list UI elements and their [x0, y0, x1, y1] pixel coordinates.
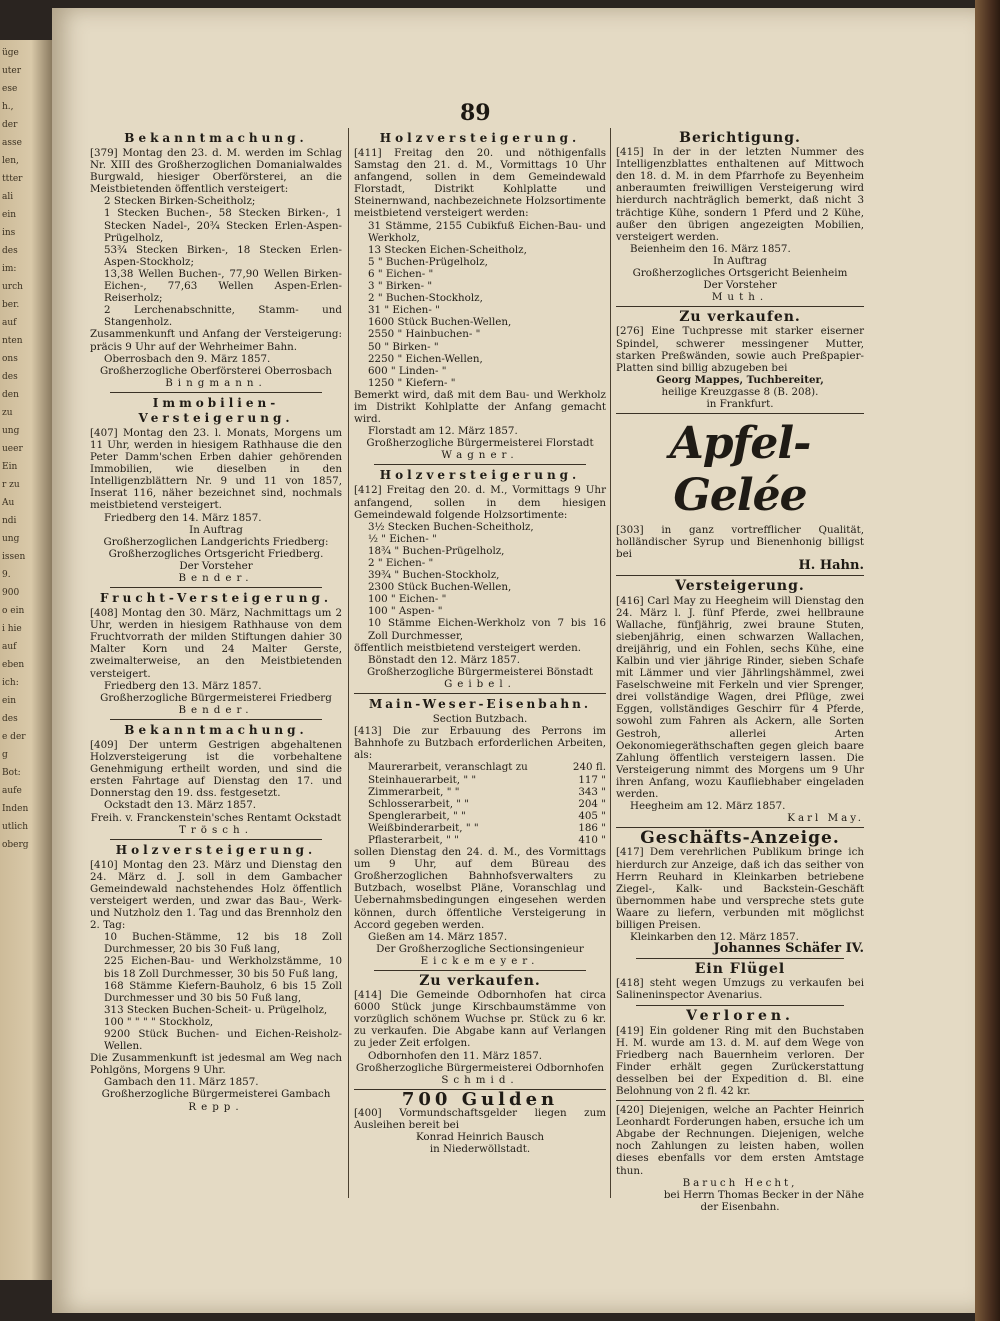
margin-fragment: o ein [2, 606, 25, 616]
margin-fragment: ung [2, 426, 20, 436]
list-item: 100 " Aspen- " [368, 605, 443, 618]
row-value: 204 " [578, 797, 606, 810]
item-list [354, 521, 606, 642]
notice-signature: Konrad Heinrich Bausch [415, 1131, 545, 1144]
notice-signature: Geibel. [444, 677, 516, 690]
divider [636, 1005, 844, 1006]
row-value: 240 fl. [572, 761, 606, 774]
list-item: 53¾ Stecken Birken-, 18 Stecken Erlen-Aspen-Stockholz; [104, 243, 342, 268]
margin-fragment: utlich [2, 822, 29, 832]
notice-text: Die Zusammenkunft ist jedesmal am Weg nach Pohlgöns, Morgens 9 Uhr. [90, 1052, 342, 1077]
notice-date: Odbornhofen den 11. März 1857. [368, 1049, 543, 1062]
notice-title: Versteigerung. [675, 578, 805, 595]
notice-body: [379] Montag den 23. d. M. werden im Schlag Nr. XIII des Großherzoglichen Domanialwaldes Burgwald, hiesiger Oberförsterei, an die Meistbietenden öffentlich versteigert: [90, 147, 342, 196]
notice-title: Zu verkaufen. [679, 309, 801, 326]
list-item: 50 " Birken- " [368, 340, 439, 353]
notice-text: In Auftrag [713, 254, 767, 267]
margin-fragment: issen [2, 552, 26, 562]
notice-410 [90, 843, 342, 1113]
notice-title: Holzversteigerung. [115, 842, 317, 857]
notice-text: Der Vorsteher [179, 559, 253, 572]
notice-text: in Niederwöllstadt. [429, 1143, 531, 1156]
table-row [368, 834, 606, 846]
margin-fragment: Au [2, 498, 15, 508]
notice-409 [90, 723, 342, 836]
cost-table [354, 761, 606, 846]
margin-fragment: ich: [2, 678, 19, 688]
list-item: 313 Stecken Buchen-Scheit- u. Prügelholz, [104, 1003, 328, 1016]
notice-authority: Großherzogliches Ortsgericht Beienheim [632, 267, 848, 280]
notice-title: Geschäfts-Anzeige. [640, 828, 840, 849]
notice-303 [616, 418, 864, 572]
notice-title: Bekanntmachung. [124, 131, 308, 145]
notice-authority: Großherzogliche Oberförsterei Oberrosbach [99, 364, 333, 377]
notice-body: [409] Der unterm Gestrigen abgehaltenen Holzversteigerung ist die vorbehaltene Genehmigung ertheilt worden, und sind die ersten Fahrtage auf Dienstag den 17. und Donnerstag den 19. dss. festgesetzt. [90, 738, 342, 800]
margin-fragment: ons [2, 354, 18, 364]
notice-title: Zu verkaufen. [419, 973, 541, 989]
divider [374, 970, 586, 971]
margin-fragment: ueer [2, 444, 23, 454]
notice-body: [417] Dem verehrlichen Publikum bringe ich hierdurch zur Anzeige, daß ich das seither von Herrn Reuhard in Kleinkarben betriebene Ziegel-, Kalk- und Backstein-Geschäft übernommen habe und verspreche stets gute Waare zu liefern, verbunden mit möglichst billigen Preisen. [616, 846, 864, 931]
facing-page-margin [0, 40, 52, 1280]
row-label: Weißbinderarbeit, " " [368, 821, 479, 834]
notice-body: [303] in ganz vortrefflicher Qualität, holländischer Syrup und Bienenhonig billigst bei [616, 524, 864, 561]
notice-date: Bönstadt den 12. März 1857. [368, 653, 520, 666]
book-edge [975, 0, 1000, 1321]
column-left [90, 128, 342, 1113]
notice-408 [90, 591, 342, 716]
notice-date: Kleinkarben den 12. März 1857. [630, 931, 799, 944]
notice-body: [420] Diejenigen, welche an Pachter Heinrich Leonhardt Forderungen haben, ersuche ich um Abgabe der Rechnungen. Diejenigen, welche noch Zahlungen zu leisten haben, wollen dieses ebenfalls vor dem ersten Amtstage thun. [616, 1104, 864, 1177]
margin-fragment: Ein [2, 462, 18, 472]
margin-fragment: ein [2, 210, 17, 220]
notice-date: Oberrosbach den 9. März 1857. [104, 352, 271, 365]
notice-date: Gambach den 11. März 1857. [104, 1076, 259, 1089]
notice-text: in Frankfurt. [706, 397, 774, 410]
divider [616, 575, 864, 576]
list-item: 600 " Linden- " [368, 364, 447, 377]
notice-signature: Baruch Hecht, [682, 1176, 798, 1189]
notice-419 [616, 1009, 864, 1098]
notice-signature: Karl May. [787, 812, 864, 825]
notice-415 [616, 132, 864, 303]
margin-fragment: uter [2, 66, 22, 76]
list-item: 13 Stecken Eichen-Scheitholz, [368, 243, 527, 256]
notice-title: Apfel-Gelée [669, 418, 811, 522]
notice-text: Zusammenkunft und Anfang der Versteigerung: präcis 9 Uhr auf der Wehrheimer Bahn. [90, 328, 342, 353]
notice-body: [407] Montag den 23. l. Monats, Morgens um 11 Uhr, werden in hiesigem Rathhause die den Peter Damm'schen Erben dahier gehörenden Immobilien, wie dieselben in den Intelligenzblättern Nr. 9 und 11 von 1857, Inserat 116, näher bezeichnet sind, nochmals meistbietend versteigert. [90, 426, 342, 512]
column-middle [354, 128, 606, 1155]
notice-title: 700 Gulden [401, 1088, 559, 1110]
notice-412 [354, 468, 606, 690]
notice-411 [354, 131, 606, 461]
list-item: 100 " " " " Stockholz, [104, 1015, 214, 1028]
notice-signature: Schmid. [441, 1073, 519, 1086]
list-item: 18¾ " Buchen-Prügelholz, [368, 544, 505, 557]
notice-body: [276] Eine Tuchpresse mit starker eiserner Spindel, schwerer messingener Mutter, starken Preßwänden, sowie auch Preßpapier-Platten sind billig abzugeben bei [616, 325, 864, 374]
notice-signature: Wagner. [441, 449, 519, 462]
list-item: 1250 " Kiefern- " [368, 376, 456, 389]
margin-fragment: ins [2, 228, 16, 238]
notice-title: Frucht-Versteigerung. [99, 591, 333, 606]
notice-text: In Auftrag [189, 523, 243, 536]
notice-text: heilige Kreuzgasse 8 (B. 208). [661, 385, 819, 398]
margin-fragment: ber. [2, 300, 20, 310]
list-item: 10 Stämme Eichen-Werkholz von 7 bis 16 Zoll Durchmesser, [368, 617, 606, 642]
list-item: 100 " Eichen- " [368, 593, 447, 606]
row-label: Zimmerarbeit, " " [368, 785, 460, 798]
notice-417 [616, 828, 864, 957]
notice-body: [413] Die zur Erbauung des Perrons im Bahnhofe zu Butzbach erforderlichen Arbeiten, als: [354, 725, 606, 762]
margin-fragment: der [2, 120, 18, 130]
notice-title: Main-Weser-Eisenbahn. [368, 697, 592, 712]
notice-title: Holzversteigerung. [379, 468, 581, 483]
notice-authority: Großherzogliche Bürgermeisterei Florstadt [366, 437, 594, 450]
table-row [368, 761, 606, 773]
list-item: 2550 " Hainbuchen- " [368, 328, 481, 341]
margin-fragment: ein [2, 696, 17, 706]
list-item: 3 " Birken- " [368, 280, 433, 293]
row-value: 410 " [578, 833, 606, 846]
table-row [368, 810, 606, 822]
list-item: 10 Buchen-Stämme, 12 bis 18 Zoll Durchmesser, 20 bis 30 Fuß lang, [104, 931, 342, 956]
notice-date: Heegheim am 12. März 1857. [630, 800, 786, 813]
table-row [368, 798, 606, 810]
notice-signature: H. Hahn. [798, 558, 864, 574]
notice-signature: Bingmann. [165, 376, 267, 389]
margin-fragment: ese [2, 84, 18, 94]
divider [354, 693, 606, 694]
notice-authority: Großherzoglichen Landgerichts Friedberg: [103, 535, 329, 548]
row-label: Steinhauerarbeit, " " [368, 773, 477, 786]
notice-418 [616, 963, 864, 1001]
notice-407 [90, 396, 342, 584]
notice-authority: Großherzogliche Bürgermeisterei Friedberg [100, 691, 332, 704]
margin-fragment: h., [2, 102, 14, 112]
row-value: 343 " [578, 785, 606, 798]
margin-fragment: urch [2, 282, 23, 292]
list-item: 2250 " Eichen-Wellen, [368, 352, 483, 365]
margin-fragment: den [2, 390, 19, 400]
row-label: Schlosserarbeit, " " [368, 797, 469, 810]
notice-authority: Freih. v. Franckenstein'sches Rentamt Ockstadt [90, 811, 342, 824]
notice-body: [410] Montag den 23. März und Dienstag den 24. März d. J. soll in dem Gambacher Gemeindewald nachstehendes Holz öffentlich versteigert werden, und zwar das Bau-, Werk- und Nutzholz den 1. Tag und das Brennholz den 2. Tag: [90, 858, 342, 932]
margin-fragment: len, [2, 156, 19, 166]
notice-text: Bemerkt wird, daß mit dem Bau- und Werkholz im Distrikt Kohlplatte der Anfang gemacht wird. [354, 388, 606, 426]
margin-fragment: 900 [2, 588, 20, 598]
notice-signature: Bender. [178, 703, 254, 716]
margin-fragment: auf [2, 318, 17, 328]
notice-416 [616, 580, 864, 824]
row-value: 405 " [578, 809, 606, 822]
list-item: 9200 Stück Buchen- und Eichen-Reisholz-Wellen. [104, 1028, 342, 1053]
margin-fragment: im: [2, 264, 17, 274]
notice-authority: Der Großherzogliche Sectionsingenieur [376, 942, 584, 955]
margin-fragment: zu [2, 408, 13, 418]
list-item: 13,38 Wellen Buchen-, 77,90 Wellen Birken-Eichen-, 77,63 Wellen Aspen-Erlen-Reiserholz; [104, 267, 342, 305]
notice-body: [415] In der in der letzten Nummer des Intelligenzblattes enthaltenen auf Mittwoch den 18. d. M. in dem Pfarrhofe zu Beyenheim anberaumten freiwilligen Versteigerung wird hierdurch nachträglich bemerkt, daß nicht 3 trächtige Kühe, sondern 1 Pferd und 2 Kühe, außer den übrigen angezeigten Mobilien, versteigert werden. [616, 146, 864, 243]
list-item: 3½ Stecken Buchen-Scheitholz, [368, 520, 534, 533]
notice-body: [408] Montag den 30. März, Nachmittags um 2 Uhr, werden in hiesigem Rathhause von dem Fruchtvorrath der milden Stiftungen dahier 30 Malter Korn und 24 Malter Gerste, zweimalterweise, an den Meistbietenden versteigert. [90, 607, 342, 680]
margin-fragment: ndi [2, 516, 17, 526]
notice-title: Holzversteigerung. [379, 131, 581, 145]
margin-fragment: ali [2, 192, 14, 202]
notice-414 [354, 975, 606, 1086]
item-list [90, 931, 342, 1052]
column-rule [348, 128, 349, 1198]
margin-fragment: r zu [2, 480, 20, 490]
notice-authority: Großherzogliche Bürgermeisterei Bönstadt [366, 665, 594, 678]
notice-title: Immobilien-Versteigerung. [138, 395, 294, 425]
divider [374, 464, 586, 465]
margin-fragment: ttter [2, 174, 23, 184]
notice-body: [414] Die Gemeinde Odbornhofen hat circa 6000 Stück junge Kirschbaumstämme von vorzüglich schönem Wuchse pr. Stück zu 6 kr. zu verkaufen. Die Abgabe kann auf Verlangen zu jeder Zeit erfolgen. [354, 989, 606, 1050]
list-item: 168 Stämme Kiefern-Bauholz, 6 bis 15 Zoll Durchmesser und 30 bis 50 Fuß lang, [104, 979, 342, 1004]
notice-subtitle: Section Butzbach. [432, 713, 528, 726]
notice-text: bei Herrn Thomas Becker in der Nähe [663, 1188, 864, 1201]
notice-body: [418] steht wegen Umzugs zu verkaufen bei Salineninspector Avenarius. [616, 977, 864, 1002]
margin-fragment: g [2, 750, 8, 760]
margin-fragment: üge [2, 48, 19, 58]
table-row [368, 774, 606, 786]
list-item: 5 " Buchen-Prügelholz, [368, 255, 488, 268]
notice-date: Beienheim den 16. März 1857. [630, 242, 791, 255]
margin-fragment: asse [2, 138, 22, 148]
notice-body: [419] Ein goldener Ring mit den Buchstaben H. M. wurde am 13. d. M. auf dem Wege von Friedberg nach Bauernheim verloren. Der Finder erhält gegen Zurückerstattung desselben bei der Expedition d. Bl. eine Belohnung von 2 fl. 42 kr. [616, 1024, 864, 1097]
margin-fragment: i hie [2, 624, 22, 634]
list-item: 2 Lerchenabschnitte, Stamm- und Stangenholz. [104, 304, 342, 329]
notice-title: Berichtigung. [679, 130, 801, 146]
list-item: 6 " Eichen- " [368, 267, 434, 280]
margin-fragment: eben [2, 660, 25, 670]
margin-fragment: ung [2, 534, 20, 544]
column-right [616, 128, 864, 1213]
notice-signature: Bender. [178, 572, 254, 584]
margin-fragment: Inden [2, 804, 29, 814]
divider [616, 1100, 864, 1101]
notice-body: [416] Carl May zu Heegheim will Dienstag den 24. März l. J. fünf Pferde, zwei hellbraune Wallache, fünfjährig, zwei braune Stuten, siebenjährig, einen schwarzen Wallachen, dreijährig, und ein Fohlen, sechs Kühe, eine Kalbin und vier jährige Rinder, sieben Schafe mit Lämmer und vier Jährlingshämmel, zwei Faselschweine mit Ferkeln und vier Sprenger, drei vollständige Wagen, drei Pflüge, zwei Eggen, vollständiges Geschirr für 4 Pferde, sowohl zum Fahren als Ackern, alle Sorten Gestroh, allerlei Arten Oekonomiegeräthschaften gegen gleich baare Zahlung öffentlich versteigern lassen. Die Versteigerung nimmt des Morgens um 9 Uhr ihren Anfang, wozu Kaufliebhaber eingeladen werden. [616, 594, 864, 801]
margin-fragment: auf [2, 642, 17, 652]
list-item: 225 Eichen-Bau- und Werkholzstämme, 10 bis 18 Zoll Durchmesser, 30 bis 50 Fuß lang, [104, 955, 342, 980]
divider [616, 413, 864, 414]
table-row [368, 822, 606, 834]
margin-fragment: e der [2, 732, 26, 742]
divider [110, 719, 322, 720]
notice-text: öffentlich meistbietend versteigert werden. [354, 641, 581, 654]
notice-276 [616, 311, 864, 410]
row-label: Maurerarbeit, veranschlagt zu [368, 761, 528, 774]
column-rule [610, 128, 611, 1198]
notice-signature: Eickemeyer. [420, 954, 540, 967]
margin-fragment: aufe [2, 786, 22, 796]
list-item: ½ " Eichen- " [368, 532, 437, 545]
list-item: 31 " Eichen- " [368, 304, 440, 317]
notice-413 [354, 697, 606, 967]
margin-fragment: des [2, 246, 18, 256]
notice-authority: Großherzogliches Ortsgericht Friedberg. [108, 547, 324, 560]
row-label: Pflasterarbeit, " " [368, 833, 459, 846]
notice-authority: Großherzogliche Bürgermeisterei Gambach [101, 1088, 331, 1101]
list-item: 2300 Stück Buchen-Wellen, [368, 581, 512, 594]
divider [110, 587, 322, 588]
notice-title: Ein Flügel [694, 961, 786, 978]
margin-fragment: oberg [2, 840, 29, 850]
page-number: 89 [460, 100, 491, 126]
item-list [354, 220, 606, 389]
list-item: 2 Stecken Birken-Scheitholz; [104, 195, 256, 208]
notice-authority: Großherzogliche Bürgermeisterei Odbornhofen [355, 1061, 605, 1074]
notice-text: Der Vorsteher [703, 279, 777, 292]
divider [110, 392, 322, 393]
row-value: 117 " [578, 773, 606, 786]
notice-body: [400] Vormundschaftsgelder liegen zum Ausleihen bereit bei [354, 1106, 606, 1132]
list-item: 2 " Buchen-Stockholz, [368, 292, 483, 305]
list-item: 39¾ " Buchen-Stockholz, [368, 569, 500, 582]
notice-title: Verloren. [686, 1007, 794, 1024]
margin-fragment: nten [2, 336, 23, 346]
list-item: 1600 Stück Buchen-Wellen, [368, 316, 512, 329]
item-list [90, 195, 342, 328]
margin-fragment: 9. [2, 570, 11, 580]
notice-400 [354, 1088, 606, 1156]
row-label: Spenglerarbeit, " " [368, 809, 466, 822]
notice-signature: Georg Mappes, Tuchbereiter, [656, 373, 824, 386]
margin-fragment: des [2, 714, 18, 724]
notice-body: [412] Freitag den 20. d. M., Vormittags 9 Uhr anfangend, sollen in dem hiesigen Gemeindewald folgende Holzsortimente: [354, 484, 606, 521]
notice-text: sollen Dienstag den 24. d. M., des Vormittags um 9 Uhr, auf dem Büreau des Großherzoglichen Bahnhofsverwalters zu Butzbach, woselbst Pläne, Voranschlag und Uebernahmsbedingungen eingesehen werden können, durch öffentliche Versteigerung in Accord gegeben werden. [354, 846, 606, 931]
notice-date: Florstadt am 12. März 1857. [368, 425, 518, 438]
margin-fragment: Bot: [2, 768, 21, 778]
notice-signature: Trösch. [179, 823, 253, 836]
notice-signature: Muth. [711, 291, 769, 304]
notice-date: Gießen am 14. März 1857. [368, 930, 508, 943]
row-value: 186 " [578, 821, 606, 834]
divider [110, 839, 322, 840]
notice-date: Ockstadt den 13. März 1857. [104, 799, 257, 812]
notice-date: Friedberg den 14. März 1857. [104, 511, 262, 524]
margin-fragment: des [2, 372, 18, 382]
table-row [368, 786, 606, 798]
list-item: 1 Stecken Buchen-, 58 Stecken Birken-, 1 Stecken Nadel-, 20¾ Stecken Erlen-Aspen-Prügelholz, [104, 207, 342, 244]
notice-signature: Repp. [188, 1100, 244, 1113]
notice-signature: Johannes Schäfer IV. [713, 941, 864, 957]
notice-body: [411] Freitag den 20. und nöthigenfalls Samstag den 21. d. M., Vormittags 10 Uhr anfangend, sollen in dem Gemeindewald Florstadt, Distrikt Kohlplatte und Steinernwand, nachbezeichnete Holzsortimente meistbietend versteigert werden: [354, 147, 606, 220]
notice-379 [90, 131, 342, 389]
divider [616, 306, 864, 307]
notice-420 [616, 1104, 864, 1213]
notice-title: Bekanntmachung. [124, 722, 308, 737]
notice-text: der Eisenbahn. [700, 1200, 780, 1213]
list-item: 2 " Eichen- " [368, 557, 434, 569]
divider [636, 958, 844, 959]
list-item: 31 Stämme, 2155 Cubikfuß Eichen-Bau- und Werkholz, [368, 219, 606, 244]
notice-date: Friedberg den 13. März 1857. [104, 679, 262, 692]
